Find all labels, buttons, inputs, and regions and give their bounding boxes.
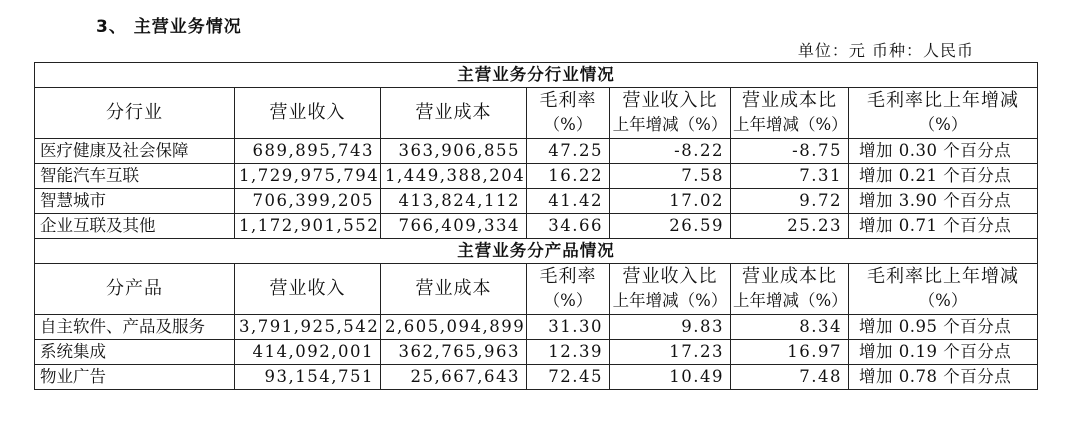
row-revenue-change: 17.02 bbox=[610, 189, 731, 214]
header-margin: 毛利率 （%） bbox=[527, 264, 610, 315]
row-revenue-change: 9.83 bbox=[610, 315, 731, 340]
row-revenue: 706,399,205 bbox=[235, 189, 381, 214]
main-business-table bbox=[34, 62, 1038, 390]
table-row bbox=[35, 164, 1038, 189]
row-margin-change: 增加 3.90 个百分点 bbox=[849, 189, 1038, 214]
row-revenue: 414,092,001 bbox=[235, 340, 381, 365]
product-section-title-row bbox=[35, 239, 1038, 264]
table-row bbox=[35, 365, 1038, 390]
header-cost-change: 营业成本比 上年增减（%） bbox=[731, 264, 849, 315]
header-cost: 营业成本 bbox=[381, 88, 527, 139]
row-category: 物业广告 bbox=[35, 365, 235, 390]
table-row bbox=[35, 139, 1038, 164]
row-category: 智能汽车互联 bbox=[35, 164, 235, 189]
product-section-title: 主营业务分产品情况 bbox=[35, 239, 1038, 264]
row-margin: 31.30 bbox=[527, 315, 610, 340]
row-margin-change: 增加 0.30 个百分点 bbox=[849, 139, 1038, 164]
table-row bbox=[35, 189, 1038, 214]
row-revenue-change: 17.23 bbox=[610, 340, 731, 365]
row-margin-change: 增加 0.78 个百分点 bbox=[849, 365, 1038, 390]
row-category: 自主软件、产品及服务 bbox=[35, 315, 235, 340]
table-row bbox=[35, 315, 1038, 340]
row-revenue: 1,729,975,794 bbox=[235, 164, 381, 189]
header-revenue: 营业收入 bbox=[235, 264, 381, 315]
row-cost-change: 7.31 bbox=[731, 164, 849, 189]
row-margin-change: 增加 0.95 个百分点 bbox=[849, 315, 1038, 340]
row-category: 医疗健康及社会保障 bbox=[35, 139, 235, 164]
row-margin: 16.22 bbox=[527, 164, 610, 189]
row-revenue-change: 26.59 bbox=[610, 214, 731, 239]
row-cost: 363,906,855 bbox=[381, 139, 527, 164]
row-cost-change: -8.75 bbox=[731, 139, 849, 164]
row-margin: 12.39 bbox=[527, 340, 610, 365]
row-margin: 41.42 bbox=[527, 189, 610, 214]
row-cost: 2,605,094,899 bbox=[381, 315, 527, 340]
row-margin: 34.66 bbox=[527, 214, 610, 239]
header-cost: 营业成本 bbox=[381, 264, 527, 315]
row-cost: 1,449,388,204 bbox=[381, 164, 527, 189]
row-cost-change: 9.72 bbox=[731, 189, 849, 214]
row-cost: 766,409,334 bbox=[381, 214, 527, 239]
row-margin: 47.25 bbox=[527, 139, 610, 164]
header-revenue-change: 营业收入比 上年增减（%） bbox=[610, 88, 731, 139]
header-revenue: 营业收入 bbox=[235, 88, 381, 139]
row-revenue-change: 7.58 bbox=[610, 164, 731, 189]
row-revenue-change: -8.22 bbox=[610, 139, 731, 164]
header-category: 分行业 bbox=[35, 88, 235, 139]
header-margin-change: 毛利率比上年增减 （%） bbox=[849, 88, 1038, 139]
row-cost: 362,765,963 bbox=[381, 340, 527, 365]
row-revenue-change: 10.49 bbox=[610, 365, 731, 390]
row-cost-change: 25.23 bbox=[731, 214, 849, 239]
industry-header-row bbox=[35, 88, 1038, 139]
unit-currency-note: 单位：元 币种：人民币 bbox=[797, 41, 974, 60]
header-category: 分产品 bbox=[35, 264, 235, 315]
row-cost: 25,667,643 bbox=[381, 365, 527, 390]
row-revenue: 689,895,743 bbox=[235, 139, 381, 164]
row-category: 系统集成 bbox=[35, 340, 235, 365]
row-margin-change: 增加 0.21 个百分点 bbox=[849, 164, 1038, 189]
row-margin: 72.45 bbox=[527, 365, 610, 390]
header-margin: 毛利率 （%） bbox=[527, 88, 610, 139]
row-margin-change: 增加 0.71 个百分点 bbox=[849, 214, 1038, 239]
industry-section-title-row bbox=[35, 63, 1038, 88]
row-cost-change: 8.34 bbox=[731, 315, 849, 340]
row-margin-change: 增加 0.19 个百分点 bbox=[849, 340, 1038, 365]
row-cost-change: 16.97 bbox=[731, 340, 849, 365]
table-row bbox=[35, 214, 1038, 239]
product-header-row bbox=[35, 264, 1038, 315]
header-margin-change: 毛利率比上年增减 （%） bbox=[849, 264, 1038, 315]
row-revenue: 1,172,901,552 bbox=[235, 214, 381, 239]
row-cost-change: 7.48 bbox=[731, 365, 849, 390]
row-revenue: 93,154,751 bbox=[235, 365, 381, 390]
row-cost: 413,824,112 bbox=[381, 189, 527, 214]
section-heading: 3、 主营业务情况 bbox=[96, 17, 242, 37]
header-cost-change: 营业成本比 上年增减（%） bbox=[731, 88, 849, 139]
header-revenue-change: 营业收入比 上年增减（%） bbox=[610, 264, 731, 315]
industry-section-title: 主营业务分行业情况 bbox=[35, 63, 1038, 88]
row-category: 智慧城市 bbox=[35, 189, 235, 214]
row-category: 企业互联及其他 bbox=[35, 214, 235, 239]
table-row bbox=[35, 340, 1038, 365]
row-revenue: 3,791,925,542 bbox=[235, 315, 381, 340]
